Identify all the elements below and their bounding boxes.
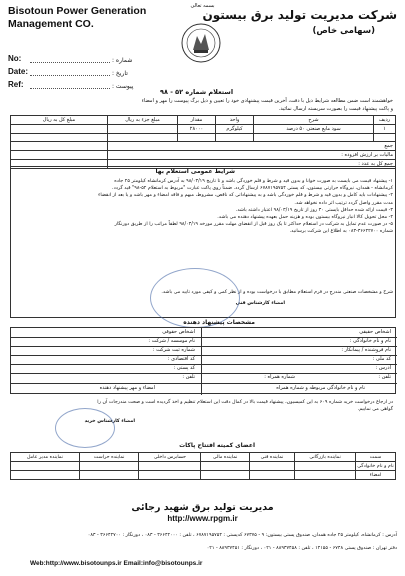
table-row-blank	[11, 134, 396, 142]
no-label-fa: شماره :	[112, 57, 133, 64]
cell-unit: کیلوگرم	[216, 125, 254, 134]
company-name-en-line2: Management CO.	[8, 18, 94, 30]
sign-left: امضاء و مهر پیشنهاد دهنده	[99, 385, 155, 391]
footer-company-name: مدیریت تولید برق شهید رجائی	[131, 502, 274, 513]
conditions-list	[11, 178, 393, 236]
committee-col-ceo: نماینده مدیر عامل	[11, 453, 80, 462]
condition-5a: ۵- در صورت عدم تمایل به شرکت در استعلام حداکثر تا یک روز قبل از انقضای مهلت مقرر مورخه ۹۸/۰۳/۱۹ لطفاً مراتب را از طریق دورنگار	[114, 222, 393, 228]
no-line	[30, 62, 110, 63]
company-reg-no[interactable]: شماره ثبت شرکت :	[152, 347, 195, 353]
sum-label: جمع	[108, 142, 396, 151]
footer-web-email[interactable]: Web:http://www.bisotounps.ir Email:info@bisotounps.ir	[30, 560, 203, 567]
ref-label-en: Ref:	[8, 80, 24, 89]
inquiry-title: استعلام شماره ۵۲ - ۹۸	[160, 88, 234, 96]
col-qty: مقدار	[178, 116, 216, 125]
buyer-signature-label: امضاء کارشناس خرید	[84, 419, 135, 424]
committee-table	[10, 452, 396, 480]
mobile-label[interactable]: شماره همراه :	[264, 374, 295, 380]
cell-total-price[interactable]	[11, 125, 108, 134]
committee-name-row	[11, 462, 396, 471]
col-total-price: مبلغ کل به ریال	[11, 116, 108, 125]
cell-desc: سود مایع صنعتی ۵۰ درصد	[254, 125, 374, 134]
condition-2b: مدت مقرر واصل گردد ترتیب اثر داده نخواهد شد.	[294, 200, 393, 206]
committee-sign-row	[11, 471, 396, 480]
company-header: اشخاص حقوقی	[162, 329, 195, 335]
total-label: جمع کل به عدد :	[108, 160, 396, 169]
condition-2a: ۲- پیشنهادات باید کامل و بدون قید و شرط و قلم خوردگی باشد و به پیشنهاداتی که ناقص، مشروط، مبهم و فاقد امضاء و مهر باشد و یا بعد از انقضاء	[98, 193, 393, 199]
committee-col-role: سمت	[356, 453, 396, 462]
date-line	[30, 75, 110, 76]
offer-title: مشخصات پیشنهاد دهنده	[183, 319, 255, 326]
condition-1b: کرمانشاه - همدان، نیروگاه حرارتی بیستون، کد پستی ۶۷۸۷۱۹۵۷۵۴ ارسال گردد. ضمناً روی پاکت عبارت "مربوط به استعلام ۵۲-۹۸" قید گردد.	[112, 186, 393, 192]
conditions-title: شرایط عمومی استعلام بها	[155, 168, 235, 175]
committee-col-commerce: نماینده بازرگانی	[295, 453, 356, 462]
committee-name-label: نام و نام خانوادگی	[357, 463, 394, 469]
attestation-line-2: گواهی می نماییم.	[357, 407, 393, 413]
sum-row	[11, 142, 396, 151]
individual-national-id[interactable]: کد ملی :	[372, 356, 391, 362]
footer-address-2: دفتر تهران : صندوق پستی ۶۷۴۸ - ۱۴۱۵۵ ، تلفن : ۸۸۹۳۷۴۵۸ - ۰۲۱ ، دورنگار : ۸۸۹۳۷۴۵۱ - ۰۲۱	[206, 546, 397, 551]
no-label-en: No:	[8, 54, 22, 63]
conditions-footer-note: شرح و مشخصات صنعتی مندرج در فرم استعلام مطابق با درخواست بوده و از نظر کمی و کیفی مورد تایید می باشد.	[161, 290, 393, 295]
cell-qty: ۲۸۰۰۰	[178, 125, 216, 134]
committee-sign-label: امضاء	[356, 471, 396, 480]
individual-header: اشخاص حقیقی	[359, 329, 391, 335]
individual-address[interactable]: آدرس :	[375, 365, 391, 371]
company-name-en-line1: Bisotoun Power Generation	[8, 5, 147, 17]
bismillah: بسمه تعالی	[190, 3, 215, 9]
col-unit: واحد	[216, 116, 254, 125]
committee-col-finance: نماینده مالی	[201, 453, 249, 462]
tax-row	[11, 151, 396, 160]
cell-row: ۱	[374, 125, 396, 134]
individual-phone[interactable]: تلفن :	[378, 374, 391, 380]
col-desc: شرح	[254, 116, 374, 125]
company-name-en	[8, 5, 146, 31]
company-type-fa: (سهامی خاص)	[312, 26, 375, 36]
date-label-fa: تاریخ :	[112, 70, 128, 77]
col-row: ردیف	[374, 116, 396, 125]
individual-seller[interactable]: نام فروشنده / پیمانکار :	[341, 347, 391, 353]
attestation-line-1: در ارجاع درخواست خرید شماره ۶۰۹ به این کمیسیون، پیشنهاد قیمت بالا در کمال دقت این استعلام تنظیم و اخذ گردیده است و صحت مندرجات آن را	[97, 400, 393, 405]
intro-paragraph	[13, 97, 393, 113]
date-label-en: Date:	[8, 67, 29, 76]
footer-address-1: آدرس : کرمانشاه، کیلومتر ۲۵ جاده همدان، صندوق پستی بیستون: ۹ - ۶۷۳۷۵ کدپستی : ۶۷۸۷۱۹۵۷۵۴ ، تلفن : ۳۶۶۴۲۰۰۰ - ۰۸۳ ، دورنگار : ۳۶۶۴۲۷۰۰ - ۰۸۳	[87, 533, 397, 538]
ref-label-fa: پیوست :	[112, 83, 134, 90]
condition-1a: ۱- پیشنهاد قیمت می بایست به صورت خوانا و بدون قید و شرط و قلم خوردگی باشد و تا تاریخ ۹۸/۰۳/۱۹ به آدرس کرمانشاه کیلومتر ۲۵ جاده	[114, 179, 393, 184]
buyer-stamp-icon	[55, 408, 115, 448]
condition-5b: شماره ۳۶۶۴۲۷۰۰-۰۸۳ به اطلاع این شرکت برسانید.	[289, 229, 393, 235]
committee-title: اعضای کمیته افتتاح پاکات	[179, 442, 255, 449]
offer-grid	[10, 327, 396, 394]
footer-url[interactable]: http://www.rpgm.ir	[167, 514, 238, 523]
company-logo-icon	[180, 22, 222, 64]
condition-4: ۴- محل تحویل کالا انبار نیروگاه بیستون بوده و هزینه حمل بعهده پیشنهاد دهنده می باشد.	[217, 215, 393, 221]
intro-line-1: خواهشمند است ضمن مطالعه شرایط ذیل با دقت، آخرین قیمت پیشنهادی خود را تعیین و ذیل برگ پیوست را مهر و امضاء	[141, 98, 393, 104]
individual-name[interactable]: نام و نام خانوادگی :	[349, 338, 391, 344]
items-table-header	[11, 116, 396, 125]
expert-signature-label: امضاء کارشناس فنی	[235, 301, 285, 306]
table-row	[11, 125, 396, 134]
sum-value[interactable]	[11, 142, 108, 151]
committee-col-auditor: حسابرس داخلی	[139, 453, 201, 462]
company-economic-code[interactable]: کد اقتصادی :	[167, 356, 195, 362]
ref-line	[30, 88, 110, 89]
condition-3: ۳- قیمت ارائه شده حداقل بایستی ۳۰ روز از تاریخ ۹۸/۰۳/۱۹ اعتبار داشته باشد.	[235, 207, 393, 213]
tax-label: مالیات بر ارزش افزوده :	[108, 151, 396, 160]
committee-col-technical: نماینده فنی	[249, 453, 294, 462]
company-postal-code[interactable]: کد پستی :	[173, 365, 195, 371]
intro-line-2: و پاکت پیشنهاد قیمت را بصورت سربسته ارسال نمائید.	[278, 106, 393, 112]
col-unit-price: مبلغ جزء به ریال	[108, 116, 178, 125]
company-name-fa: شرکت مدیریت تولید برق بیستون	[202, 8, 397, 22]
sign-right: نام و نام خانوادگی مربوطه و شماره همراه	[276, 385, 365, 391]
items-table	[10, 115, 396, 169]
tax-value[interactable]	[11, 151, 108, 160]
committee-col-security: نماینده حراست	[80, 453, 139, 462]
committee-header-row	[11, 453, 396, 462]
company-institution[interactable]: نام موسسه / شرکت :	[148, 338, 195, 344]
cell-unit-price[interactable]	[108, 125, 178, 134]
company-phone[interactable]: تلفن :	[182, 374, 195, 380]
